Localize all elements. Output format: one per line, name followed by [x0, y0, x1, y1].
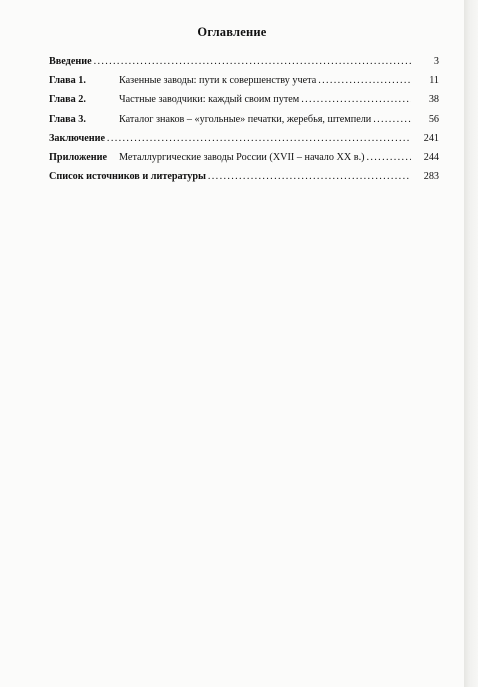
- toc-entry-text: Список источников и литературы . . .: [49, 170, 411, 183]
- toc-entry-chapter-3: [49, 111, 439, 130]
- toc-entry-chapter-1: [49, 72, 439, 91]
- toc-entry-label: Глава 3.: [49, 113, 86, 125]
- toc-entry-page: 283: [423, 171, 439, 183]
- toc-entry-chapter-2: [49, 91, 439, 110]
- toc-entry-introduction: [49, 53, 439, 72]
- toc-entry-text: Частные заводчики: каждый своим путем . . .: [119, 93, 411, 106]
- toc-entry-page: 244: [423, 151, 439, 163]
- toc-entry-bibliography: [49, 168, 439, 187]
- toc-entry-page: 56: [428, 113, 439, 125]
- toc-entry-label: Глава 2.: [49, 94, 86, 106]
- toc-entry-text: Казенные заводы: пути к совершенству учета . . .: [119, 74, 411, 87]
- toc-entry-page: 11: [429, 75, 439, 87]
- page-edge-shadow: [464, 0, 478, 687]
- toc-entry-text: Заключение . . .: [49, 132, 411, 145]
- toc-entry-label: Глава 1.: [49, 75, 86, 87]
- toc-title: Оглавление: [197, 25, 267, 39]
- toc-entry-text: Металлургические заводы России (XVII – начало XX в.) . . .: [119, 151, 411, 164]
- toc-entry-text: Введение . . .: [49, 55, 411, 68]
- toc-entry-page: 38: [428, 94, 439, 106]
- toc-entry-text: Каталог знаков – «угольные» печатки, жеребья, штемпели . . .: [119, 113, 411, 126]
- toc-list: [49, 53, 439, 187]
- toc-entry-page: 241: [423, 132, 439, 144]
- toc-entry-conclusion: [49, 130, 439, 149]
- toc-entry-appendix: [49, 149, 439, 168]
- toc-entry-page: 3: [433, 56, 439, 67]
- toc-entry-label: Приложение: [49, 151, 108, 163]
